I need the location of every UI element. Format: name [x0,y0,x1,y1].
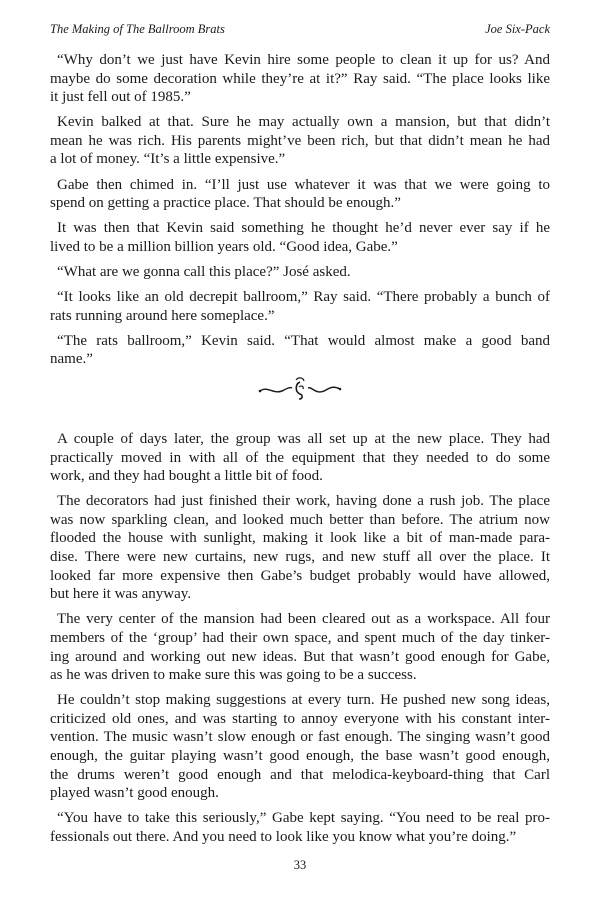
paragraph [50,113,550,169]
paragraph [50,288,550,325]
text-line: flooded the house with sunlight, making it look like a bit of man-made para- [50,530,550,547]
text-line: “Why don’t we just have Kevin hire some people to clean it up for us? And [57,52,550,68]
text-line: vention. The music wasn’t slow enough or fast enough. The singing wasn’t good [50,729,550,746]
text-line: It was then that Kevin said something he thought he’d never ever say if he [57,220,550,237]
text-line: rats running around here someplace.” [50,307,275,324]
text-line: the drums weren’t good enough and that melodica-keyboard-thing that Carl [50,766,550,783]
text-line: lived to be a million billion years old. “Good idea, Gabe.” [50,238,398,255]
paragraph [50,809,550,846]
section-2-text [50,430,550,853]
text-line: dise. There were new curtains, new rugs, and new stuff all over the place. It [50,549,550,566]
paragraph [50,430,550,486]
paragraph [50,610,550,684]
text-line: maybe do some decoration while they’re at it?” Ray said. “The place looks like [50,70,550,87]
text-line: looked far more expensive then Gabe’s budget probably would have allowed, [50,567,550,584]
text-line: enough, the guitar playing wasn’t good enough, the base wasn’t good enough, [50,748,550,764]
text-line: “The rats ballroom,” Kevin said. “That would almost make a good band [57,332,550,349]
paragraph [50,176,550,213]
text-line: He couldn’t stop making suggestions at every turn. He pushed new song ideas, [57,692,550,709]
scroll-flourish-icon [250,372,350,402]
text-line: played wasn’t good enough. [50,785,219,802]
text-line: “What are we gonna call this place?” José asked. [57,263,351,280]
running-header [50,22,550,40]
text-line: criticized old ones, and was starting to annoy everyone with his constant inter- [50,710,550,727]
text-line: practically moved in with all of the equipment that they needed to do some [50,449,550,466]
page-number: 33 [293,858,307,872]
text-line: A couple of days later, the group was all set up at the new place. They had [57,431,550,447]
text-line: “It looks like an old decrepit ballroom,” Ray said. “There probably a bunch of [57,289,550,306]
text-line: Kevin balked at that. Sure he may actually own a mansion, but that didn’t [57,114,550,131]
text-line: name.” [50,351,93,368]
paragraph [50,51,550,107]
text-line: spend on getting a practice place. That should be enough.” [50,195,401,212]
text-line: mean he was rich. His parents might’ve been rich, but that didn’t mean he had [50,132,550,149]
text-line: fessionals out there. And you need to look like you know what you’re doing.” [50,828,517,845]
text-line: The very center of the mansion had been cleared out as a workspace. All four [57,611,550,628]
paragraph [50,219,550,256]
text-line: ing around and working out new ideas. But that wasn’t good enough for Gabe, [50,648,550,665]
text-line: members of the ‘group’ had their own space, and spent much of the day tinker- [50,629,550,646]
text-line: a lot of money. “It’s a little expensive.” [50,151,286,168]
section-1-text [50,51,550,375]
text-line: it just fell out of 1985.” [50,89,191,106]
paragraph [50,691,550,803]
text-line: but here it was anyway. [50,586,192,603]
text-line: was now sparkling clean, and looked much better than before. The atrium now [50,511,550,528]
text-line: as he was driven to make sure this was going to be a success. [50,667,417,684]
paragraph [50,492,550,604]
text-line: The decorators had just finished their work, having done a rush job. The place [57,493,550,510]
author-name: Joe Six-Pack [485,22,550,36]
paragraph [50,263,550,282]
paragraph [50,332,550,369]
text-line: work, and they had bought a little bit of food. [50,468,323,485]
text-line: Gabe then chimed in. “I’ll just use whatever it was that we were going to [57,176,550,193]
text-line: “You have to take this seriously,” Gabe kept saying. “You need to be real pro- [57,810,550,827]
book-title: The Making of The Ballroom Brats [50,22,225,36]
